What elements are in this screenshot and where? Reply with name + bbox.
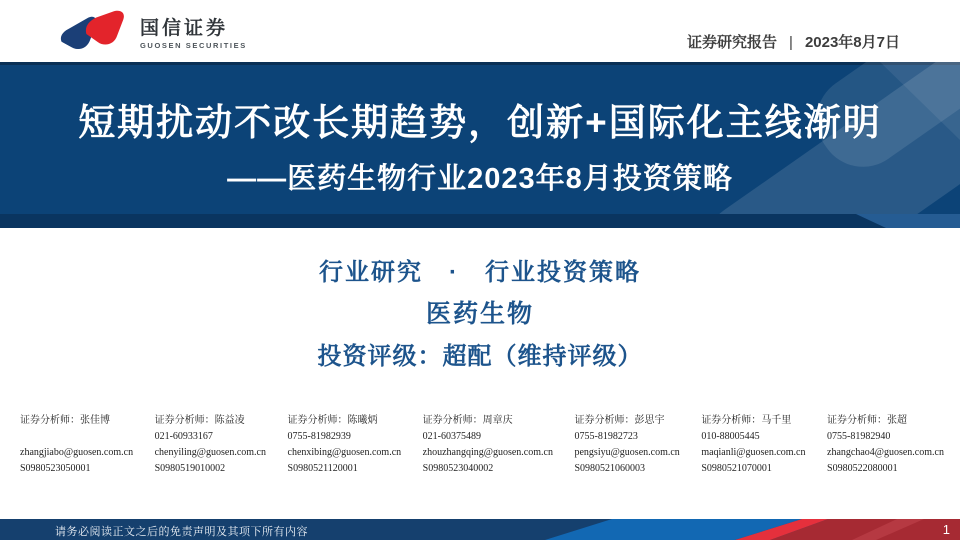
analyst-label: 证券分析师： [574, 415, 635, 426]
analyst-name: 周章庆 [482, 415, 513, 426]
report-category: 行业研究 · 行业投资策略 [319, 259, 641, 286]
analyst-license: S0980522080001 [827, 463, 898, 474]
analyst-name-line [288, 413, 402, 429]
header-separator: | [789, 34, 793, 51]
analyst-phone: 0755-81982939 [287, 431, 351, 442]
title-banner [0, 62, 960, 228]
analyst-email: zhangjiabo@guosen.com.cn [20, 447, 134, 458]
analyst-card [423, 413, 553, 477]
analyst-card [288, 413, 402, 477]
analyst-card [827, 413, 944, 477]
analyst-license: S0980523050001 [20, 463, 91, 474]
analyst-license: S0980521070001 [701, 463, 772, 474]
footer-disclaimer: 请务必阅读正文之后的免责声明及其项下所有内容 [55, 525, 308, 538]
analyst-card [20, 413, 133, 477]
analyst-name: 陈益凌 [214, 415, 245, 426]
analyst-name-line [574, 413, 679, 429]
analyst-card [155, 413, 266, 477]
page-number: 1 [942, 522, 950, 537]
analyst-email: chenxibing@guosen.com.cn [287, 447, 402, 458]
analyst-name: 马千里 [761, 415, 792, 426]
analyst-card [574, 413, 679, 477]
analyst-name: 陈曦炳 [347, 415, 378, 426]
brand-name-en: GUOSEN SECURITIES [140, 40, 247, 50]
brand-text [140, 17, 247, 50]
industry-name: 医药生物 [425, 300, 534, 328]
report-date: 2023年8月7日 [804, 34, 900, 51]
analyst-phone: 021-60933167 [154, 431, 213, 442]
analyst-name: 张佳博 [80, 415, 110, 426]
analyst-name: 彭思宇 [634, 415, 665, 426]
header-report-meta [687, 31, 900, 52]
investment-rating: 投资评级：超配（维持评级） [317, 343, 643, 370]
analyst-name-line [701, 413, 805, 429]
analyst-phone: 0755-81982940 [827, 431, 891, 442]
analyst-license: S0980521120001 [287, 463, 358, 474]
analyst-phone: 010-88005445 [701, 431, 760, 442]
analyst-name-line [827, 413, 944, 429]
analyst-name-line [423, 413, 553, 429]
analyst-email: zhangchao4@guosen.com.cn [827, 447, 944, 458]
analyst-license: S0980521060003 [574, 463, 646, 474]
report-subtitle: ——医药生物行业2023年8月投资策略 [227, 163, 733, 195]
analyst-label: 证券分析师： [827, 415, 888, 426]
header [0, 0, 960, 62]
footer-bar [0, 519, 960, 540]
analyst-name-line [20, 413, 133, 429]
guosen-logo-icon [58, 10, 132, 56]
analyst-phone: 0755-81982723 [574, 431, 638, 442]
report-title: 短期扰动不改长期趋势，创新+国际化主线渐明 [78, 102, 882, 143]
analyst-email: chenyiling@guosen.com.cn [154, 447, 266, 458]
analyst-email: zhouzhangqing@guosen.com.cn [422, 447, 553, 458]
brand-name-cn: 国信证券 [140, 17, 229, 39]
analyst-license: S0980519010002 [154, 463, 226, 474]
analyst-license: S0980523040002 [422, 463, 494, 474]
analyst-label: 证券分析师： [20, 415, 80, 426]
guosen-logo [58, 10, 247, 56]
analyst-email: maqianli@guosen.com.cn [701, 447, 806, 458]
analyst-list [20, 413, 944, 477]
report-type-label: 证券研究报告 [687, 34, 778, 51]
analyst-name-line [155, 413, 266, 429]
analyst-label: 证券分析师： [154, 415, 215, 426]
analyst-email: pengsiyu@guosen.com.cn [574, 447, 680, 458]
analyst-label: 证券分析师： [287, 415, 348, 426]
analyst-phone [20, 429, 133, 445]
analyst-name: 张超 [887, 415, 908, 426]
analyst-label: 证券分析师： [422, 415, 483, 426]
analyst-label: 证券分析师： [701, 415, 762, 426]
analyst-phone: 021-60375489 [422, 431, 482, 442]
analyst-card [701, 413, 805, 477]
